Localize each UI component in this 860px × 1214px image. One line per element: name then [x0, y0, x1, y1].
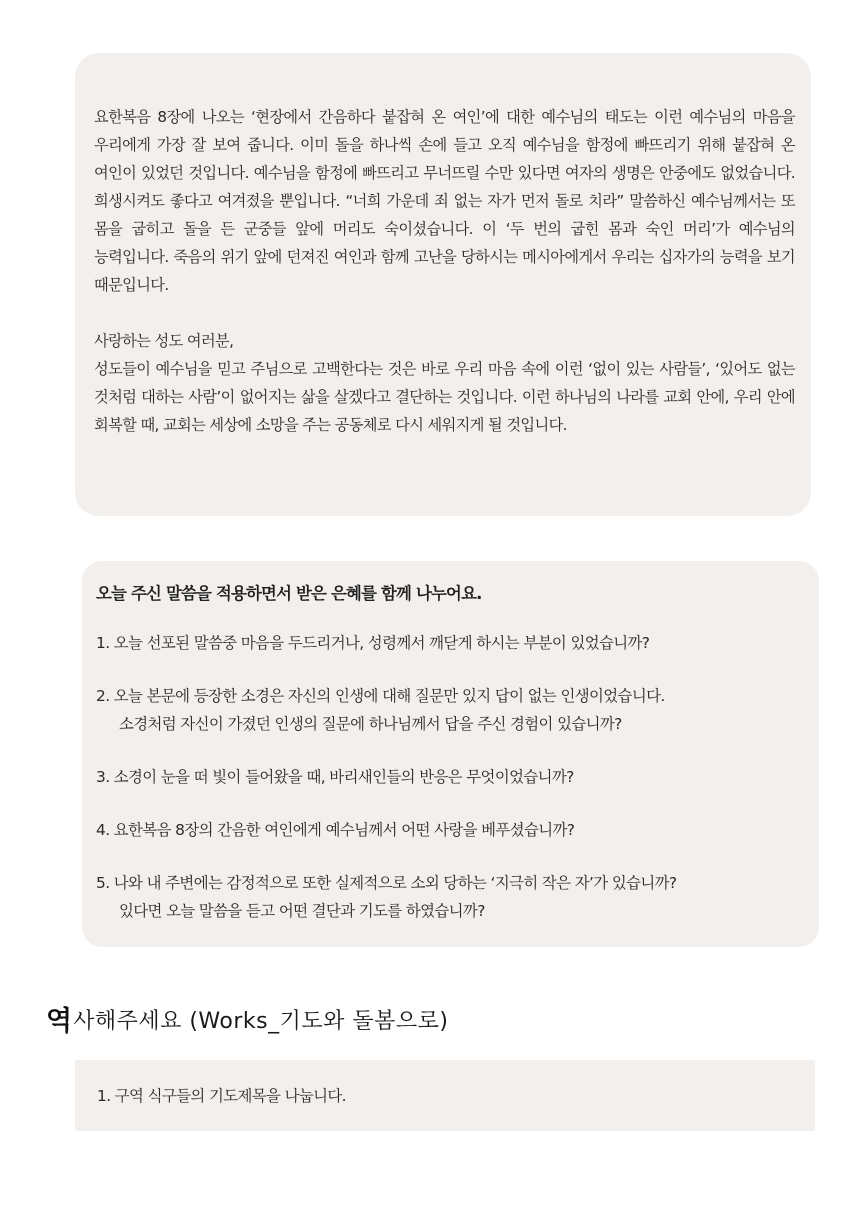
question-2-continuation: 소경처럼 자신이 가졌던 인생의 질문에 하나님께서 답을 주신 경험이 있습니까? — [119, 715, 622, 733]
question-item-2 — [96, 682, 805, 738]
discussion-heading: 오늘 주신 말씀을 적용하면서 받은 은혜를 함께 나누어요. — [96, 584, 482, 603]
works-section-title — [46, 1000, 448, 1040]
works-title-text: 사해주세요 (Works_기도와 돌봄으로) — [73, 1009, 449, 1034]
works-item-1: 1. 구역 식구들의 기도제목을 나눕니다. — [97, 1087, 346, 1105]
question-3-text: 3. 소경이 눈을 떠 빛이 들어왔을 때, 바리새인들의 반응은 무엇이었습니까? — [96, 768, 574, 786]
works-card — [75, 1060, 815, 1131]
sermon-paragraph-1: 요한복음 8장에 나오는 ‘현장에서 간음하다 붙잡혀 온 여인’에 대한 예수님의 태도는 이런 예수님의 마음을 우리에게 가장 잘 보여 줍니다. 이미 돌을 하나씩 손에 들고 오직 예수님을 함정에 빠뜨리기 위해 붙잡혀 온 여인이 있었던 것입니다. 예수님을 함정에 빠뜨리고 무너뜨릴 수만 있다면 여자의 생명은 안중에도 없었습니다. 희생시켜도 좋다고 여겨졌을 뿐입니다. “너희 가운데 죄 없는 자가 먼저 돌로 치라” 말씀하신 예수님께서는 또 몸을 굽히고 돌을 든 군중들 앞에 머리도 숙이셨습니다. 이 ‘두 번의 굽힌 몸과 숙인 머리’가 예수님의 능력입니다. 죽음의 위기 앞에 던져진 여인과 함께 고난을 당하시는 메시아에게서 우리는 십자가의 능력을 보기 때문입니다. — [94, 108, 795, 294]
sermon-paragraph-2: 성도들이 예수님을 믿고 주님으로 고백한다는 것은 바로 우리 마음 속에 이런 ‘없이 있는 사람들’, ‘있어도 없는 것처럼 대하는 사람’이 없어지는 삶을 살겠다고 결단하는 것입니다. 이런 하나님의 나라를 교회 안에, 우리 안에 회복할 때, 교회는 세상에 소망을 주는 공동체로 다시 세워지게 될 것입니다. — [94, 360, 795, 434]
question-1-text: 1. 오늘 선포된 말씀중 마음을 두드리거나, 성령께서 깨닫게 하시는 부분이 있었습니까? — [96, 634, 650, 652]
question-item-4 — [96, 816, 805, 844]
sermon-excerpt-card — [75, 53, 811, 516]
question-item-3 — [96, 763, 805, 791]
question-item-5 — [96, 869, 805, 925]
question-2-text: 2. 오늘 본문에 등장한 소경은 자신의 인생에 대해 질문만 있지 답이 없는 인생이었습니다. — [96, 687, 665, 705]
works-title-initial: 역 — [46, 1006, 73, 1037]
sermon-greeting: 사랑하는 성도 여러분, — [94, 332, 234, 350]
paragraph-spacer — [94, 299, 795, 327]
question-5-text: 5. 나와 내 주변에는 감정적으로 또한 실제적으로 소외 당하는 ‘지극히 작은 자’가 있습니까? — [96, 874, 677, 892]
question-item-1 — [96, 629, 805, 657]
discussion-questions-card — [82, 561, 819, 947]
question-4-text: 4. 요한복음 8장의 간음한 여인에게 예수님께서 어떤 사랑을 베푸셨습니까? — [96, 821, 575, 839]
question-5-continuation: 있다면 오늘 말씀을 듣고 어떤 결단과 기도를 하였습니까? — [119, 902, 485, 920]
